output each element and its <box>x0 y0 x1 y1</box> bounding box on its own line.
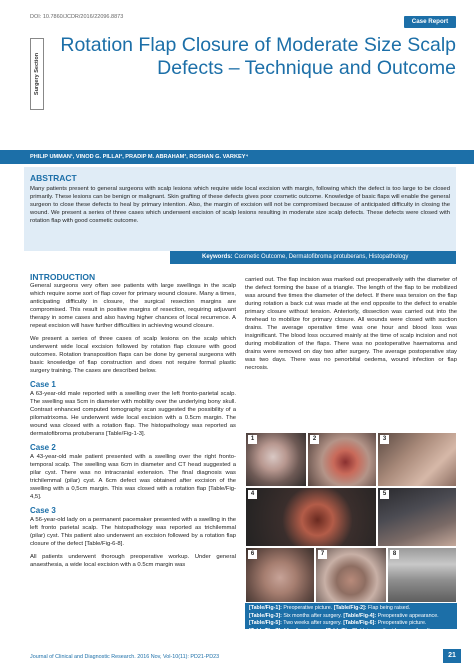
journal-footer: Journal of Clinical and Diagnostic Research. 2016 Nov, Vol-10(11): PD21-PD23 <box>30 654 220 660</box>
caption-text: Two weeks after surgery. <box>283 620 342 627</box>
section-label: Surgery Section <box>34 52 40 96</box>
case1-text: A 63-year-old male reported with a swelling over the left fronto-parietal scalp. The swelling was 5cm in diameter with mobility over the underlying bony skull. Contrast enhanced computed tomography scan suggested the possibility of a pilomatrixoma. He underwent wide local excision with a 0.5cm margin. The wound was closed with a rotation flap. The histopathology was reported as dermatofibroma protuberans [Table/Fig-1-3]. <box>30 391 236 437</box>
figure-photo-7 <box>315 547 387 603</box>
figure-photo-4 <box>245 487 377 547</box>
caption-label: [Table/Fig-3]: <box>249 612 282 619</box>
caption-text: Preoperative picture. <box>377 620 427 627</box>
case3-text: A 56-year-old lady on a permanent pacemaker presented with a swelling in the left fronto parietal scalp. The histopathology was reported as trichilemmal (pilar) cyst. This patient also underwent an excision followed by a rotation flap closure of the defect [Table/Fig-6-8]. <box>30 517 236 547</box>
figure-number: 4 <box>248 490 257 499</box>
right-column <box>245 276 457 377</box>
caption-label: [Table/Fig-7]: <box>249 627 282 634</box>
section-label-box <box>30 38 44 110</box>
caption-text: Preoperative appearance. <box>377 612 439 619</box>
abstract-box <box>24 167 456 251</box>
figure-number: 8 <box>390 550 399 559</box>
caption-text: After flap closure. <box>283 627 325 634</box>
caption-text: Preoperative picture. <box>283 605 333 611</box>
left-column <box>30 272 236 574</box>
keywords-bar <box>170 251 456 264</box>
caption-text: Hair growth at four months after surgery. <box>249 627 435 642</box>
figure-number: 2 <box>310 435 319 444</box>
case3-heading: Case 3 <box>30 506 56 515</box>
figure-number: 6 <box>248 550 257 559</box>
caption-label: [Table/Fig-6]: <box>343 620 377 627</box>
figure-number: 5 <box>380 490 389 499</box>
figure-caption <box>245 603 457 642</box>
figure-photo-6 <box>245 547 315 603</box>
case2-heading: Case 2 <box>30 443 56 452</box>
page-number: 21 <box>443 649 461 663</box>
case-report-badge: Case Report <box>404 16 456 28</box>
caption-text: Flap being raised. <box>368 605 411 611</box>
final-paragraph: All patients underwent thorough preoperative workup. Under general anaesthesia, a wide local excision with a 0.5cm margin was <box>30 554 236 568</box>
abstract-text: Many patients present to general surgeons with scalp lesions which require wide local excision with margin, following which the defect is too large to be closed primarily. These lesions can be benign or malignant. Skin grafting of these defects gives poor cosmetic outcome. Knowledge of basic flaps will enable the general surgeon to close these defects to heal by primary intention. Also, the margin of excision will not be compromised because of anticipated difficulty in closing the wound. We present a series of three cases which underwent excision of scalp lesions resulting in moderate size scalp defects. These defects were closed with rotation flap with good cosmetic outcome. <box>30 186 450 225</box>
figure-number: 7 <box>318 550 327 559</box>
figure-photo-3 <box>377 432 457 487</box>
article-title: Rotation Flap Closure of Moderate Size Scalp Defects – Technique and Outcome <box>60 34 456 79</box>
introduction-heading: INTRODUCTION <box>30 272 96 282</box>
caption-label: [Table/Fig-8]: <box>325 627 359 634</box>
abstract-heading: ABSTRACT <box>30 173 77 183</box>
figure-panel <box>245 432 457 603</box>
figure-photo-1 <box>245 432 307 487</box>
caption-text: Six months after surgery. <box>283 612 342 619</box>
caption-label: [Table/Fig-1]: <box>249 605 282 611</box>
keywords-text: Cosmetic Outcome, Dermatofibroma protuberans, Histopathology <box>234 254 409 260</box>
doi-text: DOI: 10.7860/JCDR/2016/22096.8873 <box>30 14 124 20</box>
caption-label: [Table/Fig-2]: <box>333 605 367 611</box>
author-bar: PHILIP UMMAN¹, VINOD G. PILLAI², PRADIP M. ABRAHAM³, ROSHAN G. VARKEY⁴ <box>0 150 474 164</box>
figure-photo-2 <box>307 432 377 487</box>
intro-paragraph-1: General surgeons very often see patients with large swellings in the scalp which require some sort of flap cover for primary wound closure. Many a times, anticipating difficulty in closure, the surgical resection margins are compromised. This result in positive margins of resection, requiring adjuvant therapy in some cases and also having higher chances of local recurrence. A repeat excision will have further difficulties in achieving wound closure. <box>30 283 236 329</box>
figure-number: 1 <box>248 435 257 444</box>
caption-label: [Table/Fig-4]: <box>343 612 377 619</box>
keywords-label: Keywords: <box>202 254 233 260</box>
figure-number: 3 <box>380 435 389 444</box>
intro-paragraph-2: We present a series of three cases of scalp lesions on the scalp which underwent wide local excision followed by rotation flap closure with good outcomes. Rotation transposition flaps can be done by general surgeons with basic knowledge of flap construction and does not require formal plastic surgery training. The cases are described below. <box>30 336 236 374</box>
case1-heading: Case 1 <box>30 380 56 389</box>
figure-photo-5 <box>377 487 457 547</box>
right-column-text: carried out. The flap incision was marked out preoperatively with the diameter of the defect forming the base of a triangle. The length of the flap to be mobilized was around five times the diameter of the defect. If there was tension on the flap during rotation a back cut was made at the end opposite to the defect to enable primary closure without tension. Anteriorly, dissection was carried out into the forehead to mobilize for primary closure. All wounds were closed with suction drains. The average operative time was one hour and blood loss was insignificant. The blood loss occurred mainly at the time of scalp incision and not during mobilization of the flaps. There was no postoperative haematoma and drains were removed on day two after surgery. The average postoperative stay was two days. There was no penorbital oedema, wound infection or flap necrosis. <box>245 277 457 371</box>
figure-photo-8 <box>387 547 457 603</box>
caption-label: [Table/Fig-5]: <box>249 620 282 627</box>
case2-text: A 43-year-old male patient presented with a swelling over the right fronto-temporal scalp. The swelling was 6cm in diameter and CT head suggested a pilar cyst. There was no intracranial extension. The final diagnosis was trichilemmal (pilar) cyst. A 6cm defect was obtained after excision of the swelling with a 0,5cm margin. This was closed with a rotation flap [Table/Fig-4,5]. <box>30 454 236 500</box>
